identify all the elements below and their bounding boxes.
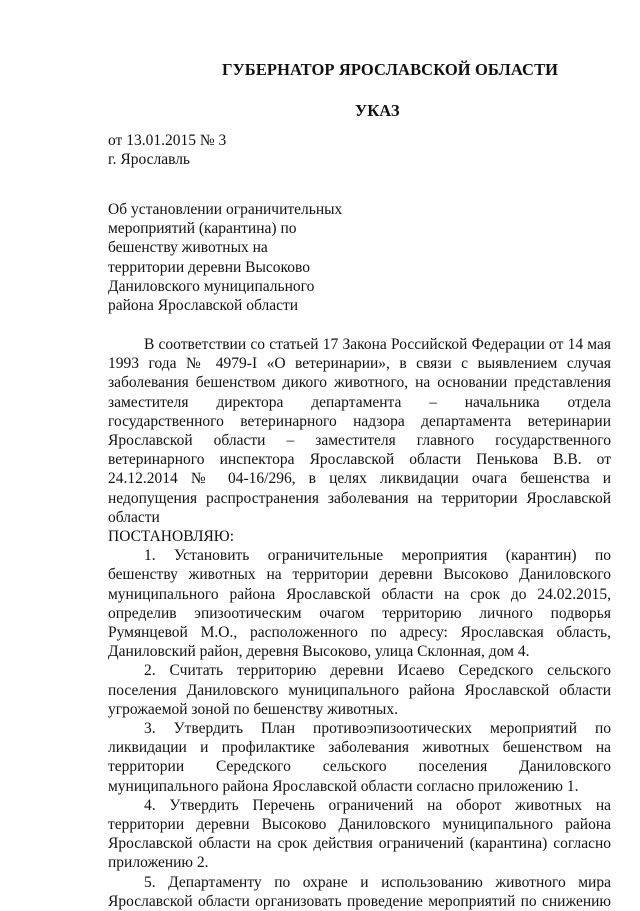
subject-line: Об установлении ограничительных (108, 201, 343, 218)
decree-item-2: 2. Считать территорию деревни Исаево Середского сельского поселения Даниловского муниципального района Ярославской области угрожаемой зоной по бешенству животных. (108, 662, 611, 718)
decree-subject (108, 200, 368, 315)
authority-heading: ГУБЕРНАТОР ЯРОСЛАВСКОЙ ОБЛАСТИ (222, 60, 559, 79)
decree-item-5: 5. Департаменту по охране и использованию животного мира Ярославской области организовать проведение мероприятий по снижению (108, 873, 611, 910)
date-number: от 13.01.2015 № 3 (108, 132, 227, 149)
decree-word: ПОСТАНОВЛЯЮ: (108, 528, 235, 546)
preamble-paragraph: В соответствии со статьей 17 Закона Российской Федерации от 14 мая 1993 года № 4979-I «О ветеринарии», в связи с выявлением случая заболевания бешенством дикого животного, на основании представления заместителя директора департамента – начальника отдела государственного ветеринарного надзора департамента ветеринарии Ярославской области – заместителя главного государственного ветеринарного инспектора Ярославской области Пенькова В.В. от 24.12.2014 № 04-16/296, в целях ликвидации очага бешенства и недопущения распространения заболевания на территории Ярославской области (108, 336, 611, 526)
decree-item-1: 1. Установить ограничительные мероприятия (карантин) по бешенству животных на территории деревни Высоково Даниловского муниципального района Ярославской области на срок до 24.02.2015, определив эпизоотическим очагом территорию личного подворья Румянцевой М.О., расположенного по адресу: Ярославская область, Даниловский район, деревня Высоково, улица Склонная, дом 4. (108, 547, 611, 661)
doc-type-heading: УКАЗ (355, 101, 400, 120)
subject-line: бешенству животных на (108, 239, 268, 257)
decree-item-4: 4. Утвердить Перечень ограничений на оборот животных на территории деревни Высоково Даниловского муниципального района Ярославской области на срок действия ограничений (карантина) согласно приложению 2. (108, 796, 611, 872)
subject-line: мероприятий (карантина) по (108, 220, 297, 238)
decree-item-3: 3. Утвердить План противоэпизоотических мероприятий по ликвидации и профилактике заболевания животных бешенством на территории Середского сельского поселения Даниловского муниципального района Ярославской области согласно приложению 1. (108, 720, 611, 795)
subject-line: Даниловского муниципального (108, 277, 315, 295)
subject-line: района Ярославской области (108, 297, 299, 315)
place: г. Ярославль (108, 151, 190, 168)
decree-body (108, 335, 611, 911)
subject-line: территории деревни Высоково (108, 258, 310, 276)
